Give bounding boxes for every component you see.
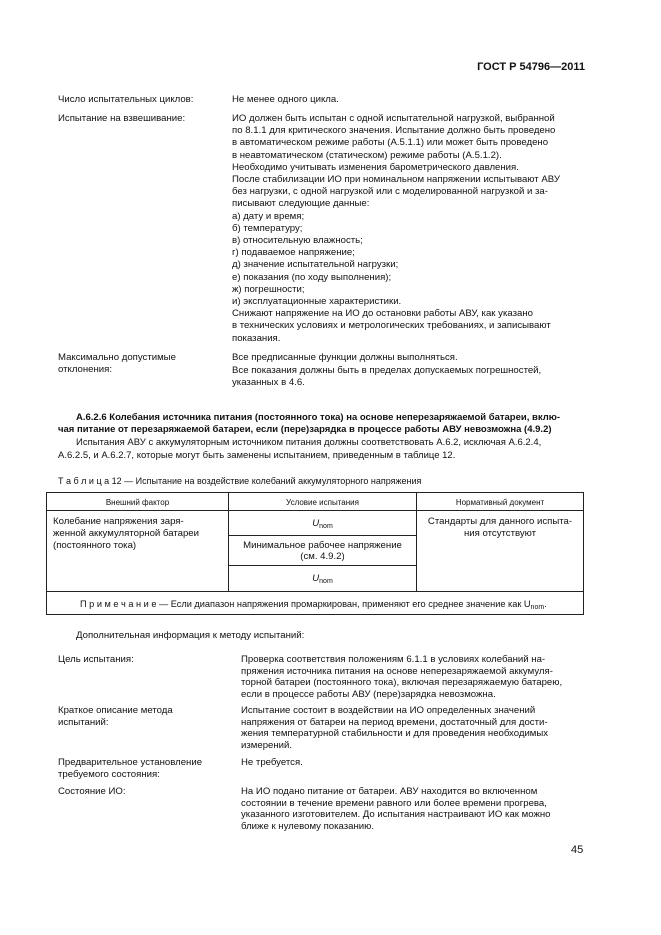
- method-value-line-3: жения температурной стабильности и для проведения необходимых: [241, 728, 549, 739]
- section-heading-2: чая питание от перезаряжаемой батареи, если (пере)зарядка в процессе работы АВУ невозможна (4.9.2): [58, 424, 552, 435]
- weighing-value-line-3: в автоматическом режиме работы (А.5.1.1) или может быть проведено: [232, 137, 549, 149]
- condition-min-voltage-1: Минимальное рабочее напряжение: [243, 540, 402, 551]
- label-precondition-2: требуемого состояния:: [58, 769, 160, 780]
- weighing-value-line-5: Необходимо учитывать изменения барометрического давления.: [232, 161, 519, 173]
- label-weighing: Испытание на взвешивание:: [58, 113, 186, 124]
- label-precondition-1: Предварительное установление: [58, 757, 203, 768]
- purpose-value-line-1: Проверка соответствия положениям 6.1.1 в условиях колебаний на-: [241, 654, 546, 665]
- section-heading-1: А.6.2.6 Колебания источника питания (постоянного тока) на основе неперезаряжаемой батареи, вклю-: [76, 412, 561, 423]
- value-cycles: Не менее одного цикла.: [232, 94, 339, 105]
- method-value-line-1: Испытание состоит в воздействии на ИО определенных значений: [241, 705, 536, 716]
- value-max-deviation-3: указанных в 4.6.: [232, 377, 305, 388]
- weighing-value-line-10: б) температуру;: [232, 222, 303, 234]
- value-max-deviation-1: Все предписанные функции должны выполняться.: [232, 352, 458, 363]
- document-id: ГОСТ Р 54796—2011: [477, 61, 585, 73]
- table-header-normdoc: Нормативный документ: [455, 498, 545, 507]
- weighing-value-line-16: и) эксплуатационные характеристики.: [232, 296, 402, 307]
- weighing-value-line-17: Снижают напряжение на ИО до остановки работы АВУ, как указано: [232, 308, 533, 320]
- weighing-value-line-13: д) значение испытательной нагрузки;: [232, 259, 399, 271]
- label-state: Состояние ИО:: [58, 786, 126, 797]
- weighing-value-line-11: в) относительную влажность;: [232, 235, 363, 246]
- condition-unom-1: [229, 518, 416, 533]
- condition-min-voltage-2: (см. 4.9.2): [300, 551, 345, 562]
- table-note-text: — Если диапазон напряжения промаркирован, применяют его среднее значение как U: [159, 599, 531, 609]
- factor-line-3: (постоянного тока): [53, 540, 137, 551]
- state-value-line-3: указанного изготовителем. До испытания настраивают ИО как можно: [241, 809, 551, 820]
- table-note-sub: nom: [530, 604, 545, 611]
- section-para-2: А.6.2.5, и А.6.2.7, которые могут быть заменены испытанием, приведенным в таблице 12.: [58, 450, 456, 461]
- weighing-value-line-6: После стабилизации ИО при номинальном напряжении испытывают АВУ: [232, 174, 560, 185]
- value-precondition: Не требуется.: [241, 757, 303, 768]
- weighing-value-line-15: ж) погрешности;: [232, 283, 305, 295]
- condition-unom-1-symbol: U: [312, 518, 320, 529]
- purpose-value-line-2: пряжения источника питания на основе неперезаряжаемой аккумуля-: [241, 665, 553, 677]
- label-max-deviation-2: отклонения:: [58, 364, 113, 375]
- state-value-line-1: На ИО подано питание от батареи. АВУ находится во включенном: [241, 786, 538, 797]
- factor-line-2: женной аккумуляторной батареи: [53, 528, 199, 539]
- state-value-line-2: состоянии в течение времени равного или более времени прогрева,: [241, 797, 547, 809]
- weighing-value-line-9: а) дату и время;: [232, 210, 305, 222]
- table-header-condition: Условие испытания: [286, 498, 359, 507]
- purpose-value-line-3: торной батареи (постоянного тока), включая перезаряжаемую батарею,: [241, 677, 563, 688]
- label-purpose: Цель испытания:: [58, 654, 134, 665]
- weighing-value-line-18: в технических условиях и метрологических требованиях, и записывают: [232, 320, 551, 332]
- additional-info-intro: Дополнительная информация к методу испытаний:: [76, 630, 305, 641]
- table-caption-prefix: Т а б л и ц а: [58, 476, 110, 486]
- table-note-end: .: [544, 599, 547, 609]
- weighing-value-line-7: без нагрузки, с одной нагрузкой или с моделированной нагрузкой и за-: [232, 186, 548, 198]
- weighing-value-line-8: писывают следующие данные:: [232, 198, 370, 210]
- normdoc-line-1: Стандарты для данного испыта-: [427, 516, 573, 527]
- label-method-1: Краткое описание метода: [58, 705, 173, 716]
- label-cycles: Число испытательных циклов:: [58, 94, 194, 105]
- weighing-value-line-1: ИО должен быть испытан с одной испытательной нагрузкой, выбранной: [232, 113, 555, 124]
- table-header-factor: Внешний фактор: [105, 498, 170, 507]
- page-number: 45: [571, 844, 584, 856]
- weighing-value-line-19: показания.: [232, 332, 281, 344]
- condition-unom-1-sub: nom: [319, 523, 333, 530]
- normdoc-line-2: ния отсутствуют: [463, 528, 537, 539]
- weighing-value-line-12: г) подаваемое напряжение;: [232, 247, 355, 259]
- condition-unom-2-sub: nom: [319, 578, 333, 585]
- table-caption-text: 12 — Испытание на воздействие колебаний аккумуляторного напряжения: [111, 476, 422, 486]
- weighing-value-line-4: в неавтоматическом (статическом) режиме работы (А.5.1.2).: [232, 149, 502, 161]
- table-note-prefix: П р и м е ч а н и е: [80, 599, 157, 609]
- table-note: [80, 598, 547, 614]
- purpose-value-line-4: если в процессе работы АВУ (пере)зарядка невозможна.: [241, 688, 496, 700]
- section-para-1: Испытания АВУ с аккумуляторным источником питания должны соответствовать А.6.2, исключая А.6.2.4,: [76, 437, 542, 448]
- weighing-value-line-14: е) показания (по ходу выполнения);: [232, 271, 392, 283]
- label-method-2: испытаний:: [58, 717, 109, 728]
- weighing-value-line-2: по 8.1.1 для критического значения. Испытание должно быть проведено: [232, 125, 556, 137]
- condition-unom-2-symbol: U: [312, 573, 320, 584]
- condition-unom-2: [229, 573, 416, 588]
- state-value-line-4: ближе к нулевому показанию.: [241, 820, 375, 832]
- label-max-deviation-1: Максимально допустимые: [58, 352, 176, 363]
- table-caption: [58, 475, 421, 487]
- factor-line-1: Колебание напряжения заря-: [53, 516, 184, 527]
- value-max-deviation-2: Все показания должны быть в пределах допускаемых погрешностей,: [232, 365, 542, 376]
- method-value-line-2: напряжения от батареи на период времени, достаточный для дости-: [241, 716, 548, 728]
- method-value-line-4: измерений.: [241, 739, 293, 751]
